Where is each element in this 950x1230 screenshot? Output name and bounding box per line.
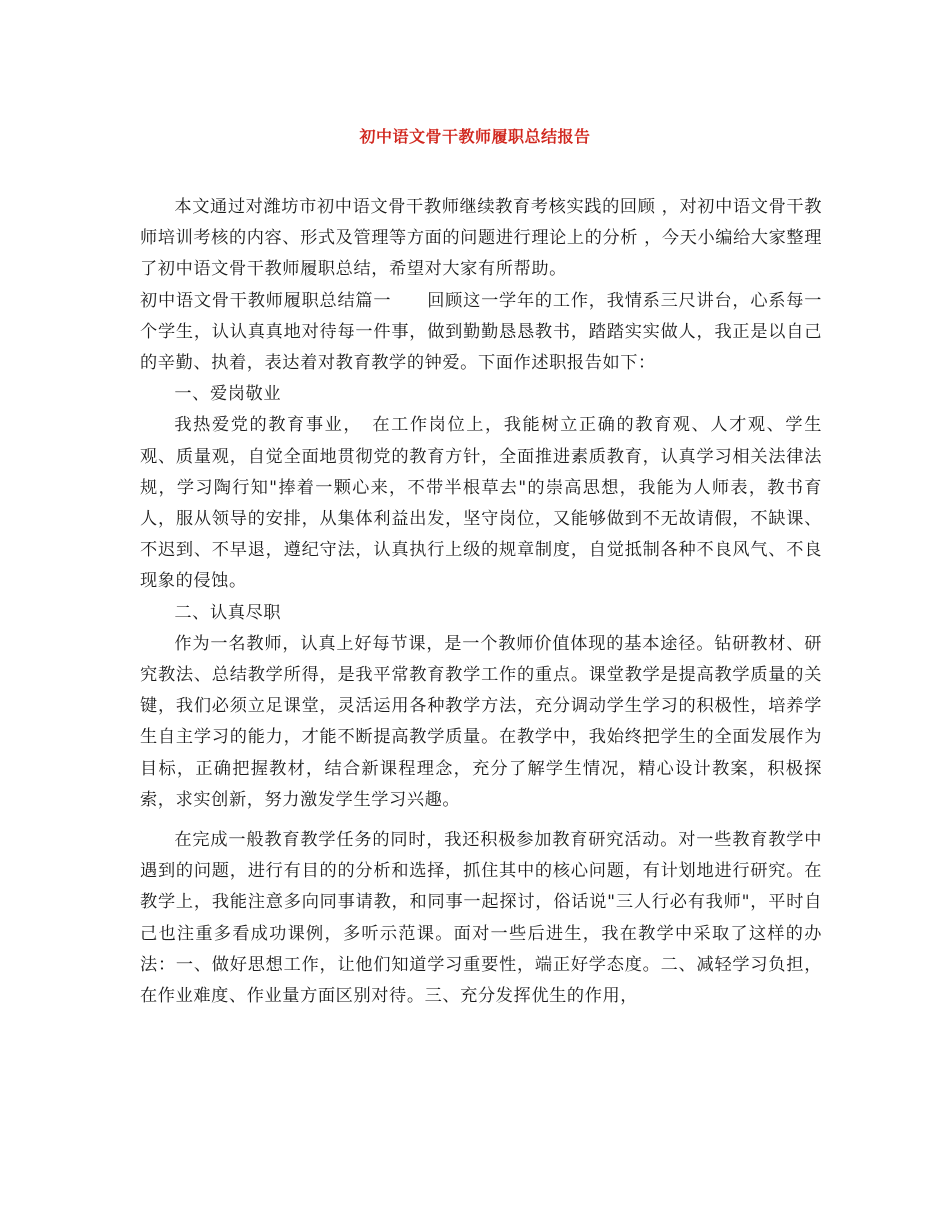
intro-paragraph: 本文通过对潍坊市初中语文骨干教师继续教育考核实践的回顾 ，对初中语文骨干教师培训考核的内容、形式及管理等方面的问题进行理论上的分析 ，今天小编给大家整理了初中语文骨干教师履职总结，希望对大家有所帮助。 bbox=[140, 197, 822, 280]
section-heading-2: 二、认真尽职 bbox=[174, 602, 282, 623]
document-body bbox=[140, 192, 822, 1012]
paragraph-1: 我热爱党的教育事业， 在工作岗位上，我能树立正确的教育观、人才观、学生观、质量观，自觉全面地贯彻党的教育方针，全面推进素质教育，认真学习相关法律法规，学习陶行知"捧着一颗心来，不带半根草去"的崇高思想，我能为人师表，教书育人，服从领导的安排，从集体利益出发，坚守岗位，又能够做到不无故请假，不缺课、不迟到、不早退，遵纪守法，认真执行上级的规章制度，自觉抵制各种不良风气、不良现象的侵蚀。 bbox=[140, 415, 822, 592]
section-intro-paragraph: 初中语文骨干教师履职总结篇一 回顾这一学年的工作，我情系三尺讲台，心系每一个学生，认认真真地对待每一件事，做到勤勤恳恳教书，踏踏实实做人，我正是以自己的辛勤、执着，表达着对教育教学的钟爱。下面作述职报告如下： bbox=[140, 290, 822, 374]
paragraph-2: 作为一名教师，认真上好每节课，是一个教师价值体现的基本途径。钻研教材、研究教法、总结教学所得，是我平常教育教学工作的重点。课堂教学是提高教学质量的关键，我们必须立足课堂，灵活运用各种教学方法，充分调动学生学习的积极性，培养学生自主学习的能力，才能不断提高教学质量。在教学中，我始终把学生的全面发展作为目标，正确把握教材，结合新课程理念，充分了解学生情况，精心设计教案，积极探索，求实创新，努力激发学生学习兴趣。 bbox=[140, 633, 822, 810]
paragraph-3: 在完成一般教育教学任务的同时，我还积极参加教育研究活动。对一些教育教学中遇到的问题，进行有目的的分析和选择，抓住其中的核心问题，有计划地进行研究。在教学上，我能注意多向同事请教，和同事一起探讨，俗话说"三人行必有我师"，平时自己也注重多看成功课例，多听示范课。面对一些后进生，我在教学中采取了这样的办法：一、做好思想工作，让他们知道学习重要性，端正好学态度。二、减轻学习负担，在作业难度、作业量方面区别对待。三、充分发挥优生的作用， bbox=[140, 830, 822, 1007]
section-heading-1: 一、爱岗敬业 bbox=[174, 384, 282, 405]
document-title: 初中语文骨干教师履职总结报告 bbox=[359, 127, 591, 146]
